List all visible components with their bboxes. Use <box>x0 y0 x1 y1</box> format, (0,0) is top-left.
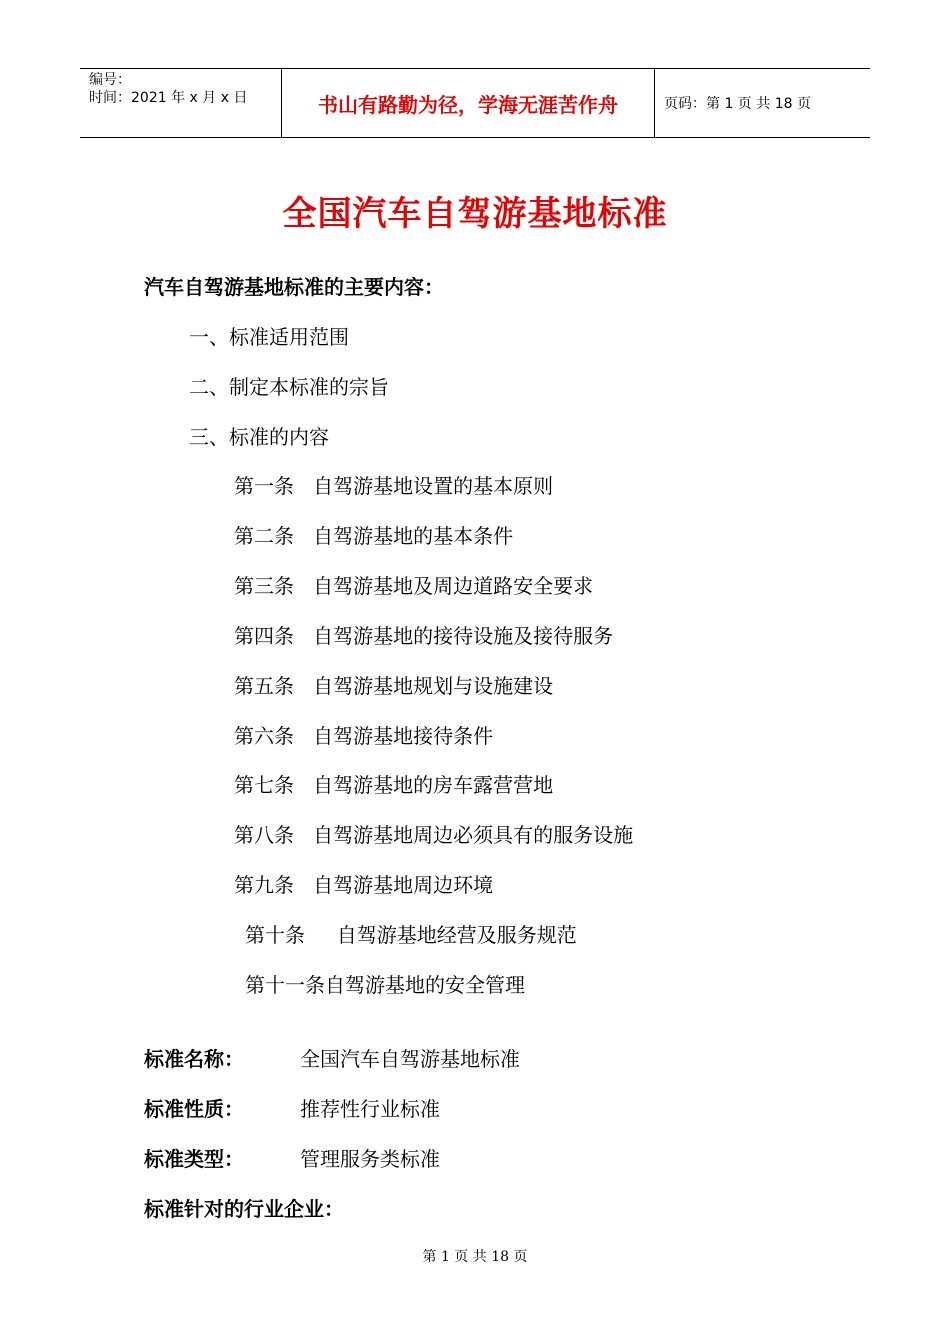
article-number: 第二条 <box>234 524 294 548</box>
article-item <box>234 869 493 898</box>
header-meta-cell <box>80 69 282 137</box>
header-table <box>80 68 870 138</box>
time-label: 时间：2021 年 x 月 x 日 <box>89 90 248 106</box>
target-industry-label: 标准针对的行业企业： <box>144 1197 344 1221</box>
section-item: 三、标准的内容 <box>189 425 329 449</box>
article-text: 自驾游基地周边环境 <box>313 873 494 897</box>
article-number: 第四条 <box>234 624 294 648</box>
article-item <box>234 819 633 848</box>
article-item <box>234 470 553 499</box>
page-info-cell <box>655 69 870 137</box>
article-text: 自驾游基地接待条件 <box>313 724 494 748</box>
page-footer: 第 1 页 共 18 页 <box>422 1249 528 1265</box>
article-number: 第六条 <box>234 724 294 748</box>
article-item <box>234 620 613 649</box>
article-number: 第十一条 <box>245 973 325 997</box>
article-number: 第五条 <box>234 674 294 698</box>
standard-nature-value: 推荐性行业标准 <box>300 1097 440 1121</box>
article-text: 自驾游基地的安全管理 <box>325 973 525 997</box>
article-item <box>245 969 525 998</box>
article-text: 自驾游基地设置的基本原则 <box>313 474 554 498</box>
number-label: 编号： <box>89 72 131 88</box>
article-text: 自驾游基地的接待设施及接待服务 <box>313 624 614 648</box>
section-item: 二、制定本标准的宗旨 <box>189 375 389 399</box>
article-text: 自驾游基地规划与设施建设 <box>313 674 554 698</box>
motto: 书山有路勤为径，学海无涯苦作舟 <box>318 92 618 117</box>
article-item <box>234 769 553 798</box>
article-item <box>234 520 513 549</box>
page-info: 页码：第 1 页 共 18 页 <box>664 96 811 112</box>
standard-nature-label: 标准性质： <box>144 1097 244 1121</box>
article-text: 自驾游基地及周边道路安全要求 <box>313 574 594 598</box>
article-number: 第七条 <box>234 773 294 797</box>
article-number: 第三条 <box>234 574 294 598</box>
standard-name-label: 标准名称： <box>144 1047 244 1071</box>
section-item: 一、标准适用范围 <box>189 325 349 349</box>
article-text: 自驾游基地周边必须具有的服务设施 <box>313 823 634 847</box>
article-item <box>234 720 493 749</box>
standard-type-label: 标准类型： <box>144 1147 244 1171</box>
article-item <box>234 670 553 699</box>
standard-name-value: 全国汽车自驾游基地标准 <box>300 1047 520 1071</box>
contents-heading: 汽车自驾游基地标准的主要内容： <box>144 275 444 299</box>
standard-type-value: 管理服务类标准 <box>300 1147 440 1171</box>
article-text: 自驾游基地经营及服务规范 <box>336 923 577 947</box>
article-number: 第八条 <box>234 823 294 847</box>
article-item <box>234 570 593 599</box>
article-number: 第十条 <box>245 923 305 947</box>
article-item <box>245 919 577 948</box>
document-title: 全国汽车自驾游基地标准 <box>282 194 668 234</box>
article-text: 自驾游基地的房车露营营地 <box>313 773 554 797</box>
article-number: 第一条 <box>234 474 294 498</box>
article-number: 第九条 <box>234 873 294 897</box>
article-text: 自驾游基地的基本条件 <box>313 524 514 548</box>
motto-cell <box>282 69 655 137</box>
